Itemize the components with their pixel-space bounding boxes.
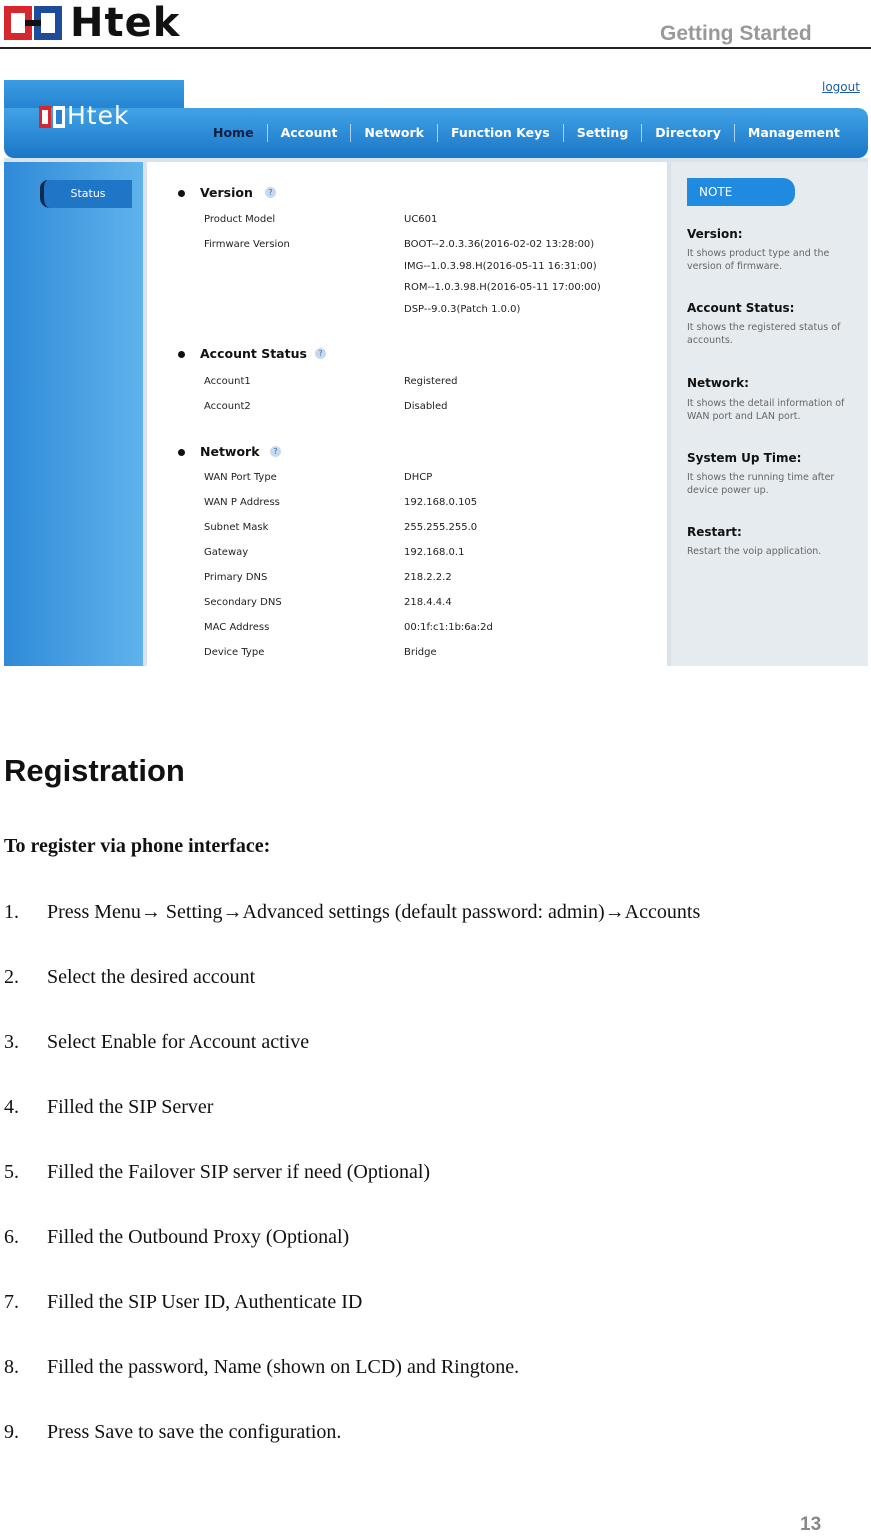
step-text: Filled the SIP Server	[47, 1096, 214, 1118]
network-value: DHCP	[404, 472, 433, 483]
step-text: Press Save to save the configuration.	[47, 1421, 342, 1443]
step-number: 7.	[4, 1291, 19, 1313]
htek-logo-icon	[4, 4, 62, 42]
nav-management[interactable]: Management	[734, 124, 853, 142]
network-title: Network	[200, 444, 260, 459]
help-icon[interactable]: ?	[270, 446, 281, 457]
note-tab: NOTE	[687, 178, 795, 206]
nav-setting[interactable]: Setting	[563, 124, 642, 142]
step-number: 1.	[4, 901, 19, 923]
note-item-title: Restart:	[687, 525, 742, 539]
network-key: Primary DNS	[204, 572, 268, 583]
section-title: Getting Started	[660, 22, 812, 45]
step-text: Select Enable for Account active	[47, 1031, 310, 1053]
step-number: 5.	[4, 1161, 19, 1183]
network-value: Bridge	[404, 647, 437, 658]
version-value: UC601	[404, 214, 438, 225]
registration-heading: Registration	[4, 753, 185, 788]
account-status-value: Disabled	[404, 401, 448, 412]
note-item-desc: It shows the registered status of accounts.	[687, 322, 841, 346]
page-number: 13	[800, 1514, 822, 1535]
web-ui-sidebar	[4, 162, 143, 666]
web-ui-screenshot	[4, 70, 868, 666]
step-text: Filled the Failover SIP server if need (Optional)	[47, 1161, 431, 1183]
step-text: Filled the Outbound Proxy (Optional)	[47, 1226, 350, 1248]
network-key: Gateway	[204, 547, 249, 558]
note-item-title: Network:	[687, 376, 749, 390]
sidebar-item-status[interactable]: Status	[40, 180, 132, 208]
note-item-desc: It shows the detail information of WAN port and LAN port.	[687, 398, 845, 422]
version-value: BOOT--2.0.3.36(2016-02-02 13:28:00)	[404, 239, 595, 250]
logout-link[interactable]: logout	[822, 80, 860, 94]
registration-subheading: To register via phone interface:	[4, 835, 271, 857]
version-value: DSP--9.0.3(Patch 1.0.0)	[404, 304, 521, 315]
header-logo-text: Htek	[70, 0, 181, 46]
step-number: 6.	[4, 1226, 19, 1248]
web-ui-status-panel	[147, 162, 667, 666]
network-value: 192.168.0.105	[404, 497, 478, 508]
step-text: Press Menu→ Setting→Advanced settings (default password: admin)→Accounts	[47, 901, 701, 923]
bullet-icon	[178, 351, 185, 358]
bullet-icon	[178, 190, 185, 197]
network-value: 255.255.255.0	[404, 522, 478, 533]
note-item-desc: It shows product type and the version of firmware.	[687, 248, 830, 272]
nav-home[interactable]: Home	[213, 125, 254, 140]
note-item-title: Account Status:	[687, 301, 795, 315]
version-key: Product Model	[204, 214, 276, 225]
nav-directory[interactable]: Directory	[641, 124, 734, 142]
network-value: 218.2.2.2	[404, 572, 452, 583]
note-item-desc: Restart the voip application.	[687, 546, 822, 557]
network-key: WAN Port Type	[204, 472, 277, 483]
network-value: 00:1f:c1:1b:6a:2d	[404, 622, 493, 633]
version-title: Version	[200, 185, 253, 200]
nav-function-keys[interactable]: Function Keys	[437, 124, 563, 142]
account-status-key: Account2	[204, 401, 251, 412]
web-ui-nav-menu	[200, 124, 853, 142]
web-ui-logo-text: Htek	[67, 101, 130, 130]
account-status-value: Registered	[404, 376, 458, 387]
step-number: 2.	[4, 966, 19, 988]
step-text: Select the desired account	[47, 966, 256, 988]
network-key: Secondary DNS	[204, 597, 282, 608]
nav-account[interactable]: Account	[267, 124, 351, 142]
network-key: MAC Address	[204, 622, 270, 633]
step-text: Filled the SIP User ID, Authenticate ID	[47, 1291, 363, 1313]
bullet-icon	[178, 449, 185, 456]
version-value: ROM--1.0.3.98.H(2016-05-11 17:00:00)	[404, 282, 601, 293]
nav-network[interactable]: Network	[350, 124, 437, 142]
step-number: 4.	[4, 1096, 19, 1118]
step-number: 8.	[4, 1356, 19, 1378]
version-value: IMG--1.0.3.98.H(2016-05-11 16:31:00)	[404, 261, 597, 272]
note-item-title: System Up Time:	[687, 451, 802, 465]
account-status-key: Account1	[204, 376, 251, 387]
header-divider	[0, 47, 871, 49]
network-key: Device Type	[204, 647, 265, 658]
version-key: Firmware Version	[204, 239, 290, 250]
network-key: Subnet Mask	[204, 522, 269, 533]
note-item-desc: It shows the running time after device power up.	[687, 472, 835, 496]
help-icon[interactable]: ?	[265, 187, 276, 198]
account-status-title: Account Status	[200, 346, 307, 361]
note-item-title: Version:	[687, 227, 743, 241]
step-number: 9.	[4, 1421, 19, 1443]
step-number: 3.	[4, 1031, 19, 1053]
network-value: 218.4.4.4	[404, 597, 452, 608]
network-value: 192.168.0.1	[404, 547, 465, 558]
help-icon[interactable]: ?	[315, 348, 326, 359]
network-key: WAN P Address	[204, 497, 280, 508]
web-ui-logo-icon	[39, 106, 65, 128]
step-text: Filled the password, Name (shown on LCD) and Ringtone.	[47, 1356, 520, 1378]
